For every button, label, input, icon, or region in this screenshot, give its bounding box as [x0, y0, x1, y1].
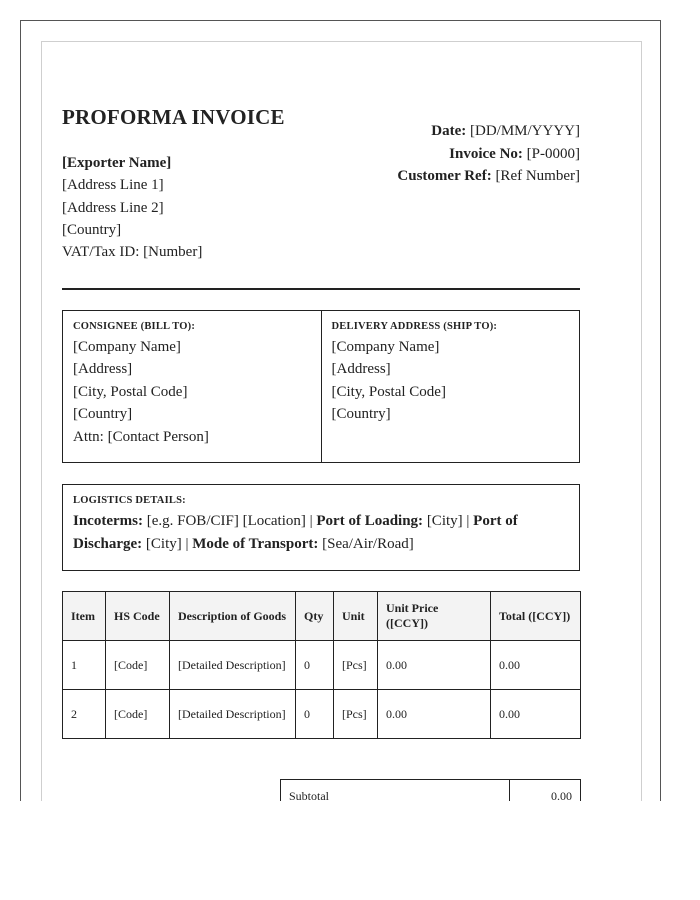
customer-ref	[397, 165, 580, 188]
logistics-details	[73, 510, 569, 556]
port-loading-value: [City] |	[423, 513, 474, 529]
subtotal-row	[281, 780, 581, 802]
delivery-city: [City, Postal Code]	[331, 383, 446, 400]
subtotal-label: Subtotal	[281, 780, 510, 802]
col-header-unit: Unit	[334, 592, 378, 641]
cell-qty: 0	[296, 690, 334, 739]
cell-hs-code: [Code]	[106, 641, 170, 690]
delivery-section	[321, 311, 580, 462]
table-row	[63, 641, 581, 690]
cell-item: 1	[63, 641, 106, 690]
customer-ref-label: Customer Ref:	[397, 168, 492, 185]
exporter-vat: VAT/Tax ID: [Number]	[62, 244, 203, 261]
customer-ref-value: [Ref Number]	[491, 168, 580, 185]
invoice-title: PROFORMA INVOICE	[62, 105, 285, 129]
cell-unit-price: 0.00	[378, 641, 491, 690]
document-page-outer	[20, 20, 661, 801]
exporter-address-line-1: [Address Line 1]	[62, 177, 164, 194]
exporter-name: [Exporter Name]	[62, 155, 172, 171]
col-header-total: Total ([CCY])	[491, 592, 581, 641]
logistics-heading: LOGISTICS DETAILS:	[73, 495, 186, 506]
cell-item: 2	[63, 690, 106, 739]
cell-total: 0.00	[491, 690, 581, 739]
consignee-heading: CONSIGNEE (BILL TO):	[73, 321, 196, 332]
port-discharge-label: Port of Discharge:	[73, 513, 518, 552]
consignee-country: [Country]	[73, 406, 133, 423]
incoterms-label: Incoterms:	[73, 513, 143, 529]
cell-unit-price: 0.00	[378, 690, 491, 739]
cell-description: [Detailed Description]	[170, 690, 296, 739]
invoice-number-value: [P-0000]	[522, 145, 580, 162]
delivery-company: [Company Name]	[331, 339, 440, 355]
exporter-address-line-2: [Address Line 2]	[62, 199, 164, 216]
cell-hs-code: [Code]	[106, 690, 170, 739]
delivery-heading: DELIVERY ADDRESS (SHIP TO):	[331, 321, 498, 332]
cell-unit: [Pcs]	[334, 641, 378, 690]
col-header-hs-code: HS Code	[106, 592, 170, 641]
transport-mode-value: [Sea/Air/Road]	[318, 536, 414, 552]
consignee-section	[63, 311, 321, 462]
items-table-header	[63, 592, 581, 641]
col-header-item: Item	[63, 592, 106, 641]
parties-box	[62, 310, 580, 463]
invoice-meta	[397, 120, 580, 188]
invoice-date	[397, 120, 580, 143]
cell-unit: [Pcs]	[334, 690, 378, 739]
delivery-address: [Address]	[331, 361, 391, 378]
cell-qty: 0	[296, 641, 334, 690]
invoice-number-label: Invoice No:	[449, 145, 523, 162]
cell-description: [Detailed Description]	[170, 641, 296, 690]
date-label: Date:	[431, 123, 467, 139]
col-header-qty: Qty	[296, 592, 334, 641]
consignee-address: [Address]	[73, 361, 133, 378]
consignee-attn: Attn: [Contact Person]	[73, 428, 209, 445]
totals-table	[280, 779, 581, 801]
port-discharge-value: [City] |	[142, 536, 193, 552]
table-row	[63, 690, 581, 739]
exporter-block	[62, 152, 202, 263]
blank-area	[0, 801, 700, 900]
transport-mode-label: Mode of Transport:	[192, 536, 319, 552]
consignee-company: [Company Name]	[73, 339, 181, 355]
cell-total: 0.00	[491, 641, 581, 690]
items-table	[62, 591, 581, 739]
subtotal-value: 0.00	[510, 780, 581, 802]
invoice-number	[397, 143, 580, 166]
port-loading-label: Port of Loading:	[316, 513, 424, 529]
exporter-country: [Country]	[62, 221, 122, 238]
col-header-description: Description of Goods	[170, 592, 296, 641]
col-header-unit-price: Unit Price ([CCY])	[378, 592, 491, 641]
delivery-country: [Country]	[331, 406, 391, 423]
consignee-city: [City, Postal Code]	[73, 383, 188, 400]
incoterms-value: [e.g. FOB/CIF] [Location] |	[142, 513, 317, 529]
logistics-box	[62, 484, 580, 571]
header-divider	[62, 288, 580, 290]
date-value: [DD/MM/YYYY]	[466, 123, 580, 139]
